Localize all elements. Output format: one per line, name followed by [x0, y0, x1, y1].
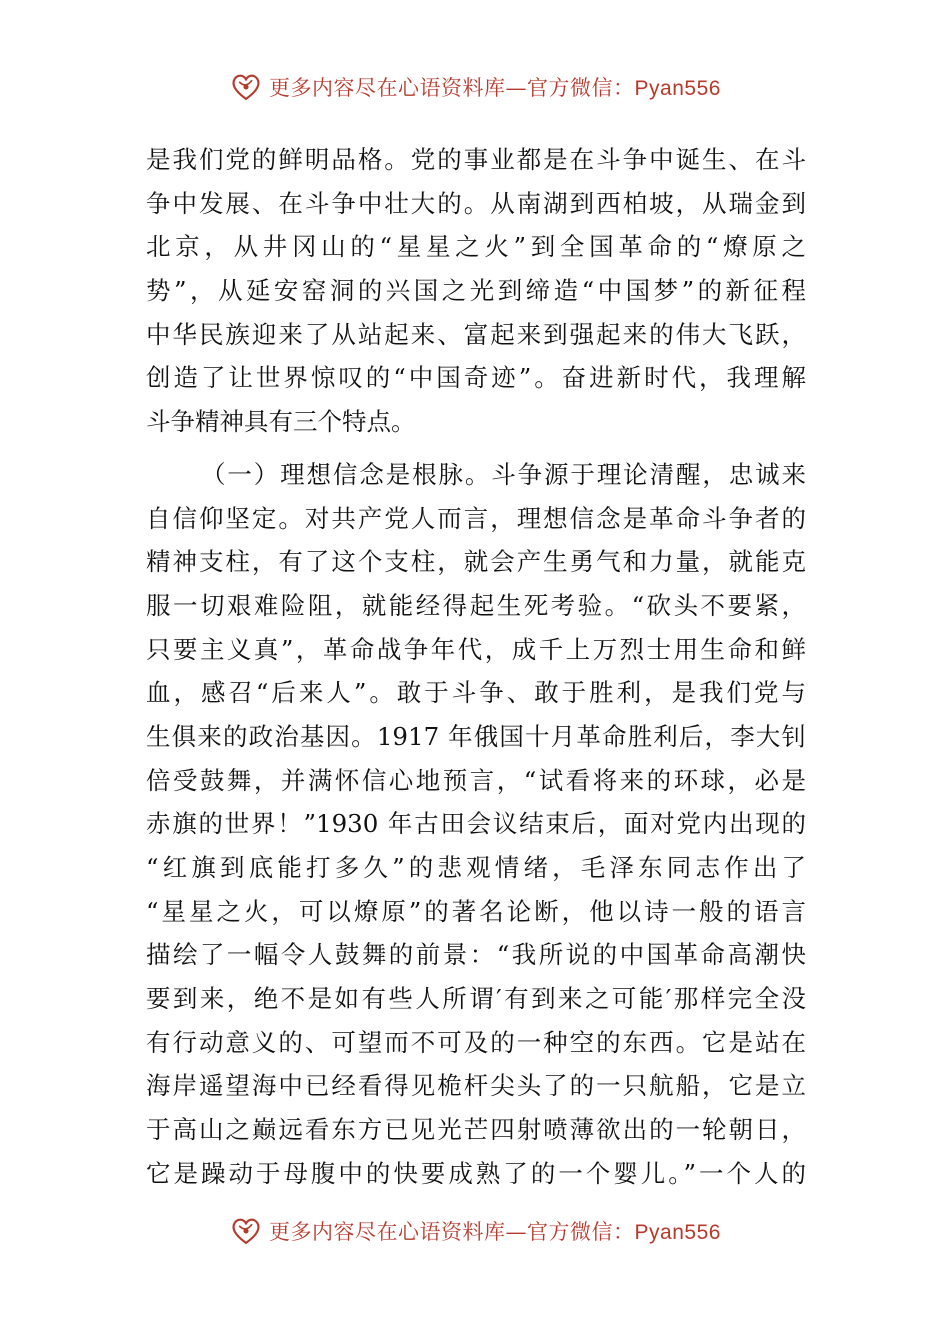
text-line: 争中发展、在斗争中壮大的。从南湖到西柏坡，从瑞金到	[146, 188, 806, 218]
text-line: 是我们党的鲜明品格。党的事业都是在斗争中诞生、在斗	[146, 145, 806, 174]
heart-logo-icon	[229, 1214, 263, 1248]
paragraph-2	[146, 453, 806, 1196]
text-line: 精神支柱，有了这个支柱，就会产生勇气和力量，就能克	[146, 547, 806, 577]
text-line: 创造了让世界惊叹的“中国奇迹”。奋进新时代，我理解	[146, 363, 806, 393]
text-line: 自信仰坚定。对共产党人而言，理想信念是革命斗争者的	[146, 503, 806, 533]
paragraph-1	[146, 138, 806, 444]
footer-banner	[0, 1214, 950, 1248]
text-line: 要到来，绝不是如有些人所谓′有到来之可能′那样完全没	[146, 984, 806, 1014]
text-line: 于高山之巅远看东方已见光芒四射喷薄欲出的一轮朝日，	[146, 1115, 806, 1145]
text-line: 它是躁动于母腹中的快要成熟了的一个婴儿。”一个人的	[146, 1158, 806, 1188]
text-line: 中华民族迎来了从站起来、富起来到强起来的伟大飞跃，	[146, 319, 806, 349]
text-line: 势”，从延安窑洞的兴国之光到缔造“中国梦”的新征程	[146, 276, 806, 306]
text-line: 生俱来的政治基因。1917 年俄国十月革命胜利后，李大钊	[146, 721, 806, 751]
text-line: 描绘了一幅令人鼓舞的前景：“我所说的中国革命高潮快	[146, 940, 806, 970]
header-banner-text: 更多内容尽在心语资料库—官方微信：Pyan556	[269, 76, 721, 100]
text-line: 服一切艰难险阻，就能经得起生死考验。“砍头不要紧，	[146, 590, 806, 620]
footer-banner-text: 更多内容尽在心语资料库—官方微信：Pyan556	[269, 1220, 721, 1244]
text-line: （一）理想信念是根脉。斗争源于理论清醒，忠诚来	[201, 459, 806, 489]
document-body	[146, 138, 806, 1196]
text-line: 只要主义真”，革命战争年代，成千上万烈士用生命和鲜	[146, 634, 806, 664]
text-line: “红旗到底能打多久”的悲观情绪，毛泽东同志作出了	[146, 853, 806, 882]
text-line: 海岸遥望海中已经看得见桅杆尖头了的一只航船，它是立	[146, 1071, 806, 1101]
text-line: 血，感召“后来人”。敢于斗争、敢于胜利，是我们党与	[146, 678, 806, 708]
header-banner	[0, 70, 950, 104]
text-line: 北京，从井冈山的“星星之火”到全国革命的“燎原之	[146, 232, 806, 262]
text-line: 有行动意义的、可望而不可及的一种空的东西。它是站在	[146, 1027, 806, 1057]
text-line: 倍受鼓舞，并满怀信心地预言，“试看将来的环球，必是	[146, 765, 806, 795]
text-line: “星星之火，可以燎原”的著名论断，他以诗一般的语言	[146, 896, 806, 926]
text-line: 赤旗的世界！”1930 年古田会议结束后，面对党内出现的	[146, 809, 806, 839]
text-line: 斗争精神具有三个特点。	[146, 407, 416, 437]
heart-logo-icon	[229, 70, 263, 104]
